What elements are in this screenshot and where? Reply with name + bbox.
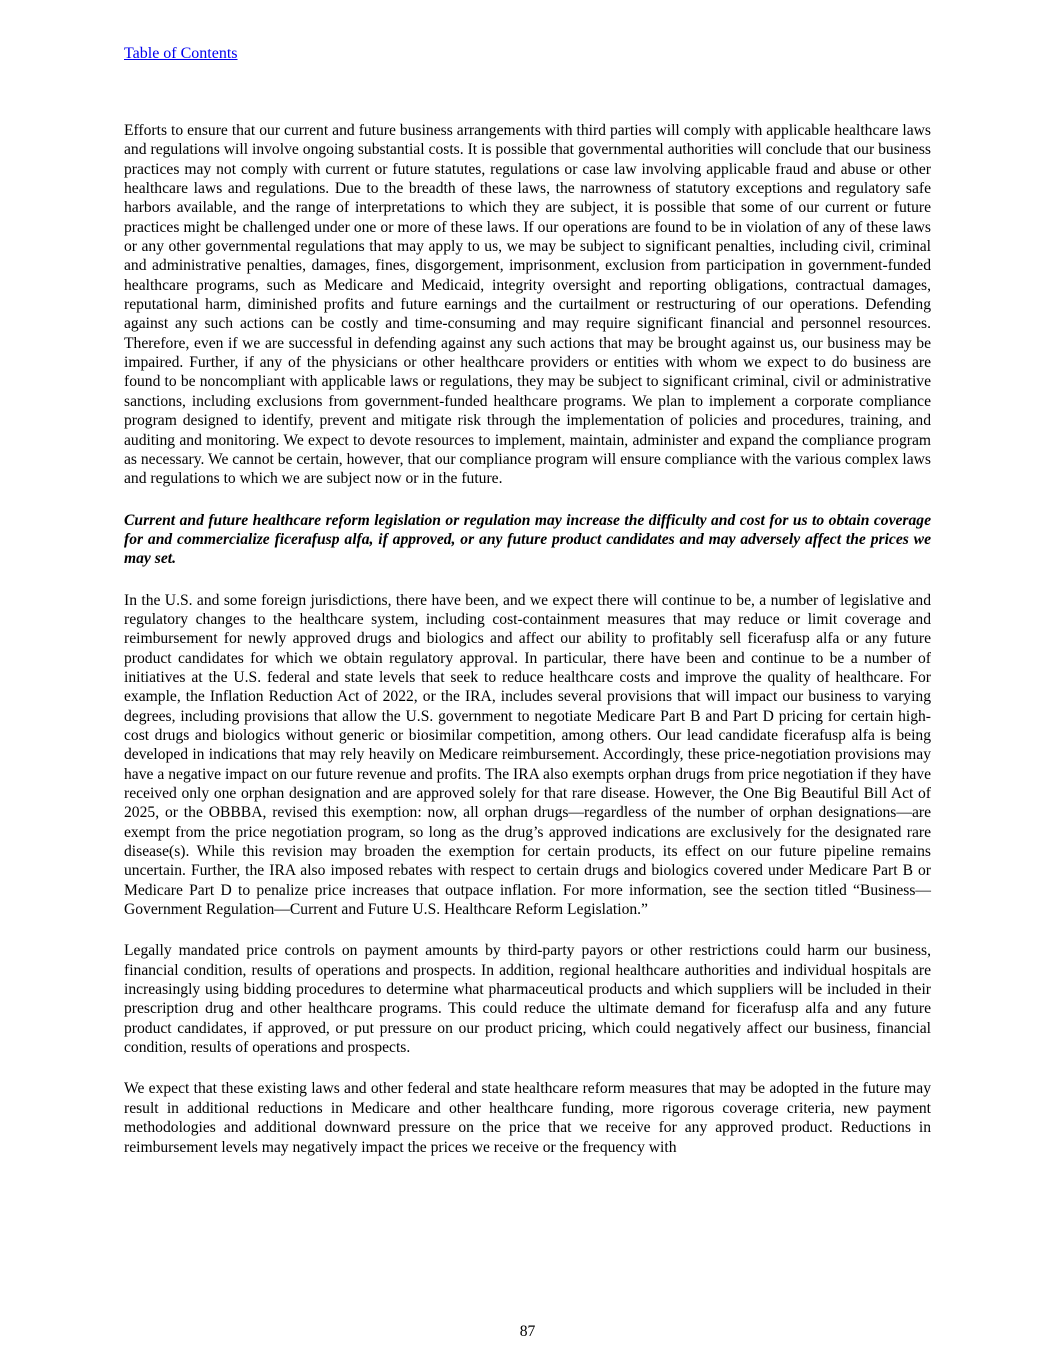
page-number: 87 [519,1323,536,1340]
table-of-contents-link[interactable]: Table of Contents [124,45,238,62]
paragraph-reimbursement-reductions: We expect that these existing laws and other federal and state healthcare reform measures that may be adopted in the future may result in additional reductions in Medicare and other healthcare funding, more rigorous coverage criteria, new payment methodologies and additional downward pressure on the price that we receive for any approved product. Reductions in reimbursement levels may negatively impact the prices we receive or the frequency with [124,1080,931,1156]
paragraph-price-controls: Legally mandated price controls on payment amounts by third-party payors or other restrictions could harm our business, financial condition, results of operations and prospects. In addition, regional healthcare authorities and individual hospitals are increasingly using bidding procedures to determine what pharmaceutical products and which suppliers will be included in their prescription drug and other healthcare programs. This could reduce the ultimate demand for ficerafusp alfa and any future product candidates, if approved, or put pressure on our product pricing, which could negatively affect our business, financial condition, results of operations and prospects. [124,942,931,1057]
risk-factor-heading: Current and future healthcare reform legislation or regulation may increase the difficulty and cost for us to obtain coverage for and commercialize ficerafusp alfa, if approved, or any future product candidates and may adversely affect the prices we may set. [124,511,931,568]
page-body [124,121,931,1157]
paragraph-healthcare-reform: In the U.S. and some foreign jurisdictions, there have been, and we expect there will continue to be, a number of legislative and regulatory changes to the healthcare system, including cost-containment measures that may reduce or limit coverage and reimbursement for newly approved drugs and biologics and affect our ability to profitably sell ficerafusp alfa or any future product candidates for which we obtain regulatory approval. In particular, there have been and continue to be a number of initiatives at the U.S. federal and state levels that seek to reduce healthcare costs and improve the quality of healthcare. For example, the Inflation Reduction Act of 2022, or the IRA, includes several provisions that will impact our business to varying degrees, including provisions that allow the U.S. government to negotiate Medicare Part B and Part D pricing for certain high-cost drugs and biologics without generic or biosimilar competition, among others. Our lead candidate ficerafusp alfa is being developed in indications that may rely heavily on Medicare reimbursement. Accordingly, these price-negotiation provisions may have a negative impact on our future revenue and profits. The IRA also exempts orphan drugs from price negotiation if they have received only one orphan designation and are approved solely for that rare disease. However, the One Big Beautiful Bill Act of 2025, or the OBBBA, revised this exemption: now, all orphan drugs—regardless of the number of orphan designations—are exempt from the price negotiation program, so long as the drug’s approved indications are exclusively for the designated rare disease(s). While this revision may broaden the exemption for certain products, its effect on our future pipeline remains uncertain. Further, the IRA also imposed rebates with respect to certain drugs and biologics covered under Medicare Part B or Medicare Part D to penalize price increases that outpace inflation. For more information, see the section titled “Business—Government Regulation—Current and Future U.S. Healthcare Reform Legislation.” [124,591,931,919]
paragraph-compliance-costs: Efforts to ensure that our current and future business arrangements with third parties will comply with applicable healthcare laws and regulations will involve ongoing substantial costs. It is possible that governmental authorities will conclude that our business practices may not comply with current or future statutes, regulations or case law involving applicable fraud and abuse or other healthcare laws and regulations. Due to the breadth of these laws, the narrowness of statutory exceptions and regulatory safe harbors available, and the range of interpretations to which they are subject, it is possible that some of our current or future practices might be challenged under one or more of these laws. If our operations are found to be in violation of any of these laws or any other governmental regulations that may apply to us, we may be subject to significant penalties, including civil, criminal and administrative penalties, damages, fines, disgorgement, imprisonment, exclusion from participation in government-funded healthcare programs, such as Medicare and Medicaid, integrity oversight and reporting obligations, contractual damages, reputational harm, diminished profits and future earnings and the curtailment or restructuring of our operations. Defending against any such actions can be costly and time-consuming and may require significant financial and personnel resources. Therefore, even if we are successful in defending against any such actions that may be brought against us, our business may be impaired. Further, if any of the physicians or other healthcare providers or entities with whom we expect to do business are found to be noncompliant with applicable laws or regulations, they may be subject to significant criminal, civil or administrative sanctions, including exclusions from government-funded healthcare programs. We plan to implement a corporate compliance program designed to identify, prevent and mitigate risk through the implementation of policies and procedures, training, and auditing and monitoring. We expect to devote resources to implement, maintain, administer and expand the compliance program as necessary. We cannot be certain, however, that our compliance program will ensure compliance with the various complex laws and regulations to which we are subject now or in the future. [124,122,931,488]
